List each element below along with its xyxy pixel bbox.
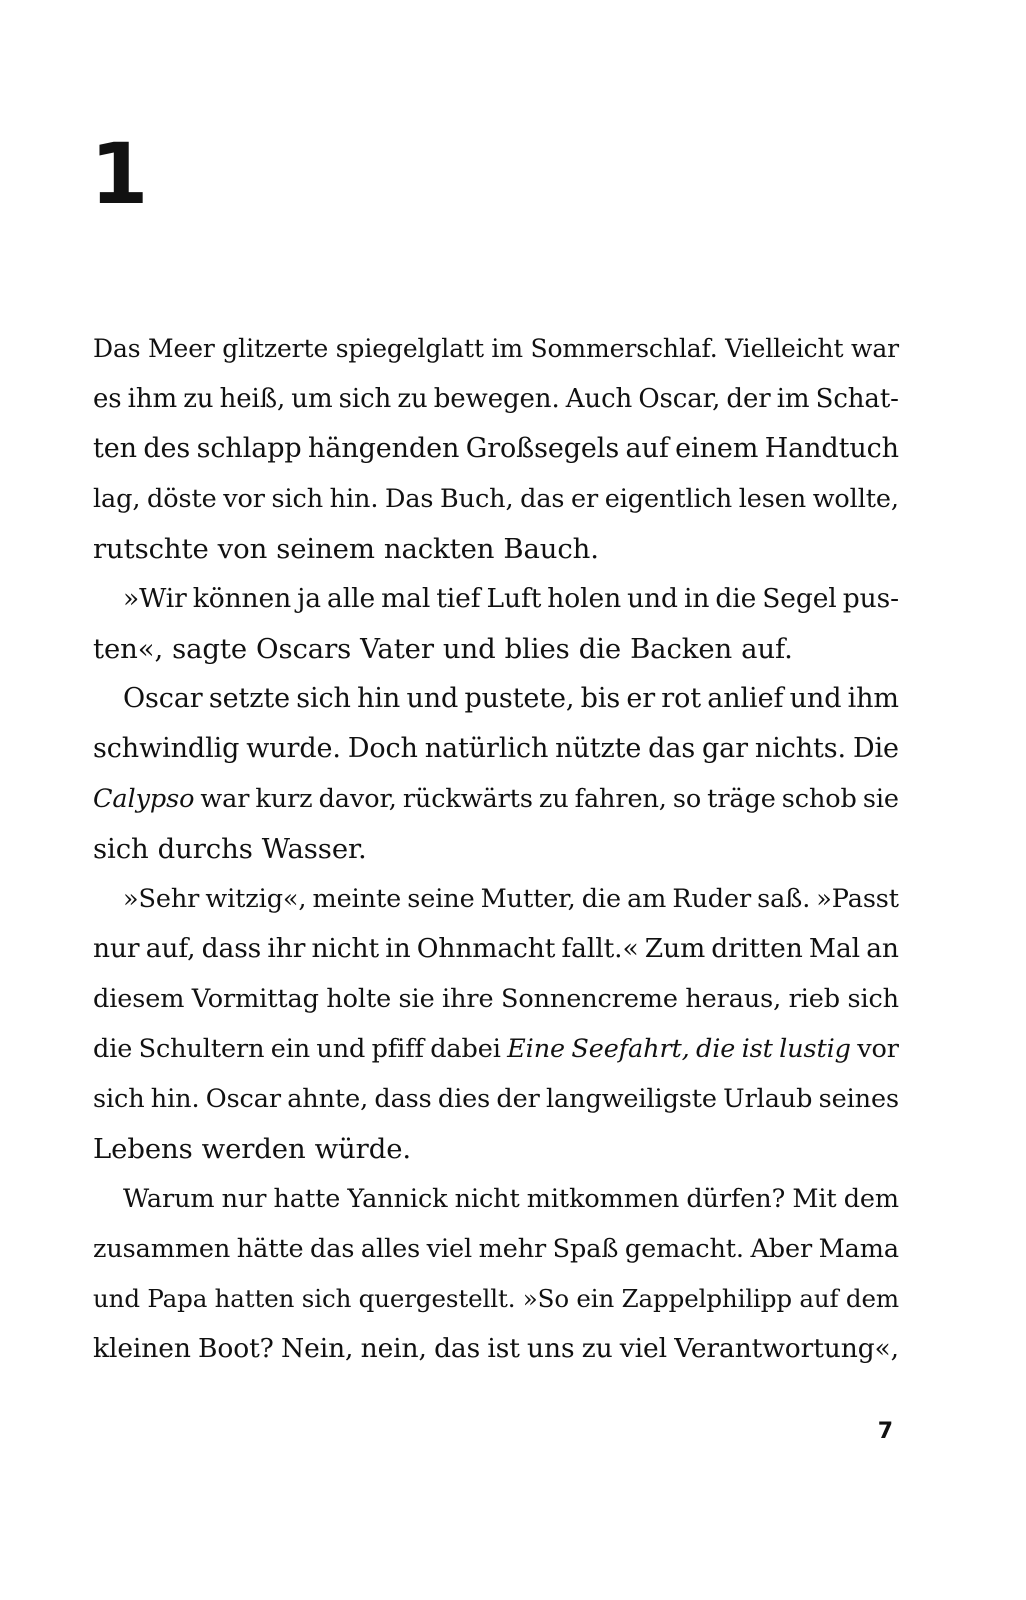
text-line xyxy=(93,774,899,824)
word: Spaß xyxy=(552,1234,619,1264)
word: sich xyxy=(338,384,392,414)
word: sich xyxy=(847,984,899,1014)
word: und xyxy=(406,683,459,714)
word: vor xyxy=(223,484,265,514)
word: lesen xyxy=(738,484,807,514)
word: Boot? xyxy=(198,1333,274,1364)
word: »Sehr xyxy=(123,884,200,914)
text-line xyxy=(93,1024,899,1074)
word: das xyxy=(310,1234,355,1264)
word: zu xyxy=(581,1333,613,1364)
word: ihm xyxy=(127,384,178,414)
word: heraus, xyxy=(685,984,782,1014)
word: sich xyxy=(271,484,324,514)
word: das xyxy=(520,484,565,514)
word: zu xyxy=(397,384,428,414)
word: sie xyxy=(862,784,899,814)
word: holte xyxy=(326,984,392,1014)
word: ist xyxy=(487,1333,520,1364)
word: fallt.« xyxy=(561,933,639,964)
page-number: 7 xyxy=(877,1419,893,1444)
word: heiß, xyxy=(219,384,286,414)
word: vor xyxy=(857,1034,899,1064)
word: Handtuch xyxy=(764,433,899,464)
word: Mama xyxy=(818,1234,899,1264)
paragraph xyxy=(93,1174,899,1374)
word: sie xyxy=(398,984,435,1014)
text-line xyxy=(93,424,899,474)
text-line xyxy=(93,624,899,674)
word: Mutter, xyxy=(480,884,576,914)
word: hatte xyxy=(273,1184,341,1214)
word: lag, xyxy=(93,484,141,514)
text-line xyxy=(93,1324,899,1374)
word: nur xyxy=(93,933,140,964)
word: viel xyxy=(426,1234,473,1264)
word: natürlich xyxy=(424,733,549,764)
word: ihm xyxy=(847,683,899,714)
text-line xyxy=(93,724,899,774)
word: an xyxy=(866,933,899,964)
word: der xyxy=(726,384,771,414)
word: Das xyxy=(384,484,434,514)
word: Vater xyxy=(360,633,434,665)
word: ahnte, xyxy=(287,1084,369,1114)
word: rückwärts xyxy=(402,784,533,814)
word: dass xyxy=(201,933,262,964)
word: Yannick xyxy=(347,1184,448,1214)
word: zu xyxy=(538,784,569,814)
word: und xyxy=(316,1034,366,1064)
word: Bauch. xyxy=(503,533,599,565)
text-line xyxy=(93,474,899,524)
word: Schat- xyxy=(815,384,899,414)
word: Schultern xyxy=(138,1034,265,1064)
word: würde. xyxy=(314,1133,412,1165)
text-line xyxy=(93,674,899,724)
word: pfiff xyxy=(371,1034,424,1064)
word: das xyxy=(434,1333,481,1364)
word: werden xyxy=(201,1133,306,1165)
word: sich xyxy=(301,1284,352,1313)
word: ein xyxy=(576,1284,615,1313)
text-line xyxy=(93,1124,899,1174)
word: hin. xyxy=(150,1084,200,1114)
word: ihr xyxy=(267,933,306,964)
word: gemacht. xyxy=(624,1234,744,1264)
word: hatten xyxy=(214,1284,295,1313)
word: die xyxy=(578,633,622,665)
text-line xyxy=(93,974,899,1024)
word: nackten xyxy=(383,533,495,565)
word: ten«, xyxy=(93,633,164,665)
word: rutschte xyxy=(93,533,209,565)
word: Buch, xyxy=(440,484,514,514)
word: Zappelphilipp xyxy=(621,1284,792,1313)
word: Oscar xyxy=(123,683,203,714)
word: Urlaub xyxy=(723,1084,813,1114)
word: bis xyxy=(580,683,621,714)
word: nützte xyxy=(555,733,642,764)
word: setzte xyxy=(208,683,290,714)
text-line xyxy=(93,874,899,924)
word: schlapp xyxy=(196,433,302,464)
word: viel xyxy=(619,1333,667,1364)
word: »Wir xyxy=(123,583,187,614)
word: wollte, xyxy=(812,484,899,514)
word: und xyxy=(442,633,496,665)
word: er xyxy=(571,484,599,514)
word: war xyxy=(851,334,899,363)
word: quergestellt. xyxy=(358,1284,516,1313)
word: Ohnmacht xyxy=(416,933,556,964)
word: Wasser. xyxy=(261,833,367,865)
word: »So xyxy=(522,1284,570,1313)
word: seinem xyxy=(276,533,375,565)
word: Oscars xyxy=(256,633,352,665)
word: dies xyxy=(437,1084,491,1114)
word: sich xyxy=(93,833,149,865)
word: glitzerte xyxy=(222,334,329,363)
word: war xyxy=(200,784,250,814)
word: alles xyxy=(360,1234,421,1264)
word: Die xyxy=(852,733,899,764)
word: Meer xyxy=(148,334,215,363)
word: auf, xyxy=(145,933,196,964)
word: gar xyxy=(702,733,748,764)
word: Papa xyxy=(147,1284,208,1313)
text-line xyxy=(93,924,899,974)
word: Ruder xyxy=(672,884,752,914)
word: Lebens xyxy=(93,1133,193,1165)
text-line xyxy=(93,374,899,424)
word: nur xyxy=(221,1184,267,1214)
word: zusammen xyxy=(93,1234,231,1264)
word: spiegelglatt xyxy=(335,334,484,363)
text-line xyxy=(93,824,899,874)
word: pustete, xyxy=(464,683,575,714)
word: Großsegels xyxy=(465,433,620,464)
word: sich xyxy=(93,1084,145,1114)
word: »Passt xyxy=(816,884,899,914)
word: hin. xyxy=(329,484,379,514)
word: nicht xyxy=(454,1184,520,1214)
word: sagte xyxy=(172,633,248,665)
word: die xyxy=(715,583,757,614)
word: Calypso xyxy=(93,784,195,814)
word: können xyxy=(192,583,292,614)
word: im xyxy=(776,384,810,414)
word: Luft xyxy=(486,583,542,614)
word: dem xyxy=(843,1184,899,1214)
word: anlief xyxy=(707,683,784,714)
word: Aber xyxy=(750,1234,813,1264)
word: Das xyxy=(93,334,141,363)
word: witzig«, xyxy=(205,884,307,914)
word: am xyxy=(627,884,667,914)
word: nichts. xyxy=(754,733,847,764)
word: dritten xyxy=(711,933,803,964)
text-line xyxy=(93,1274,899,1324)
word: Mal xyxy=(808,933,861,964)
word: die xyxy=(93,1034,133,1064)
word: hin xyxy=(357,683,401,714)
word: seines xyxy=(818,1084,899,1114)
word: dürfen? xyxy=(686,1184,786,1214)
text-line xyxy=(93,574,899,624)
word: Sommerschlaf. xyxy=(530,334,718,363)
text-line xyxy=(93,524,899,574)
word: Backen xyxy=(630,633,733,665)
word: blies xyxy=(504,633,570,665)
word: ein xyxy=(270,1034,311,1064)
word: kurz xyxy=(255,784,313,814)
word: ist xyxy=(741,1034,773,1064)
word: auf xyxy=(625,433,669,464)
text-line xyxy=(93,1224,899,1274)
word: träge xyxy=(707,784,776,814)
word: ja xyxy=(297,583,321,614)
word: Vormittag xyxy=(191,984,319,1014)
paragraph xyxy=(93,574,899,674)
word: wurde. xyxy=(246,733,341,764)
word: rot xyxy=(661,683,701,714)
word: nicht xyxy=(311,933,380,964)
word: dass xyxy=(374,1084,432,1114)
word: fahren, xyxy=(574,784,667,814)
text-line xyxy=(93,324,899,374)
word: Sonnencreme xyxy=(500,984,678,1014)
word: die xyxy=(696,1034,736,1064)
word: Oscar xyxy=(205,1084,281,1114)
word: ihre xyxy=(442,984,494,1014)
word: Warum xyxy=(123,1184,215,1214)
paragraph xyxy=(93,324,899,574)
word: hängenden xyxy=(308,433,460,464)
word: die xyxy=(581,884,621,914)
word: rieb xyxy=(788,984,840,1014)
word: zu xyxy=(183,384,214,414)
word: Mit xyxy=(792,1184,837,1214)
word: Eine xyxy=(507,1034,566,1064)
word: saß. xyxy=(757,884,811,914)
word: mehr xyxy=(478,1234,547,1264)
word: ten xyxy=(93,433,137,464)
word: meinte xyxy=(312,884,402,914)
word: der xyxy=(496,1084,540,1114)
word: Seefahrt, xyxy=(571,1034,690,1064)
word: und xyxy=(789,683,842,714)
word: döste xyxy=(147,484,217,514)
word: in xyxy=(683,583,710,614)
word: Nein, xyxy=(281,1333,354,1364)
word: hätte xyxy=(236,1234,304,1264)
word: auf xyxy=(799,1284,839,1313)
word: auf. xyxy=(741,633,793,665)
word: er xyxy=(626,683,656,714)
word: so xyxy=(672,784,702,814)
word: bewegen. xyxy=(433,384,560,414)
chapter-number: 1 xyxy=(90,125,149,223)
word: mitkommen xyxy=(526,1184,680,1214)
word: und xyxy=(93,1284,140,1313)
word: tief xyxy=(436,583,481,614)
word: diesem xyxy=(93,984,185,1014)
word: kleinen xyxy=(93,1333,191,1364)
word: sich xyxy=(296,683,351,714)
text-line xyxy=(93,1074,899,1124)
word: Verantwortung«, xyxy=(674,1333,899,1364)
word: uns xyxy=(527,1333,575,1364)
body-text xyxy=(93,324,899,1374)
word: pus- xyxy=(842,583,899,614)
word: alle xyxy=(327,583,376,614)
word: schob xyxy=(781,784,857,814)
word: in xyxy=(385,933,411,964)
word: im xyxy=(491,334,523,363)
word: um xyxy=(291,384,333,414)
word: Zum xyxy=(644,933,706,964)
word: einem xyxy=(675,433,759,464)
word: langweiligste xyxy=(545,1084,717,1114)
word: Doch xyxy=(347,733,418,764)
word: holen xyxy=(547,583,622,614)
text-line xyxy=(93,1174,899,1224)
word: seine xyxy=(407,884,475,914)
word: von xyxy=(217,533,268,565)
word: Oscar, xyxy=(638,384,721,414)
word: lustig xyxy=(779,1034,851,1064)
paragraph xyxy=(93,674,899,874)
word: davor, xyxy=(318,784,397,814)
paragraph xyxy=(93,874,899,1174)
word: schwindlig xyxy=(93,733,240,764)
word: Vielleicht xyxy=(725,334,844,363)
word: das xyxy=(648,733,696,764)
word: dabei xyxy=(430,1034,501,1064)
word: und xyxy=(627,583,678,614)
word: dem xyxy=(845,1284,899,1313)
word: des xyxy=(143,433,191,464)
word: eigentlich xyxy=(604,484,733,514)
word: mal xyxy=(381,583,431,614)
word: durchs xyxy=(157,833,253,865)
word: nein, xyxy=(360,1333,427,1364)
word: Segel xyxy=(762,583,837,614)
word: es xyxy=(93,384,122,414)
word: Auch xyxy=(565,384,633,414)
